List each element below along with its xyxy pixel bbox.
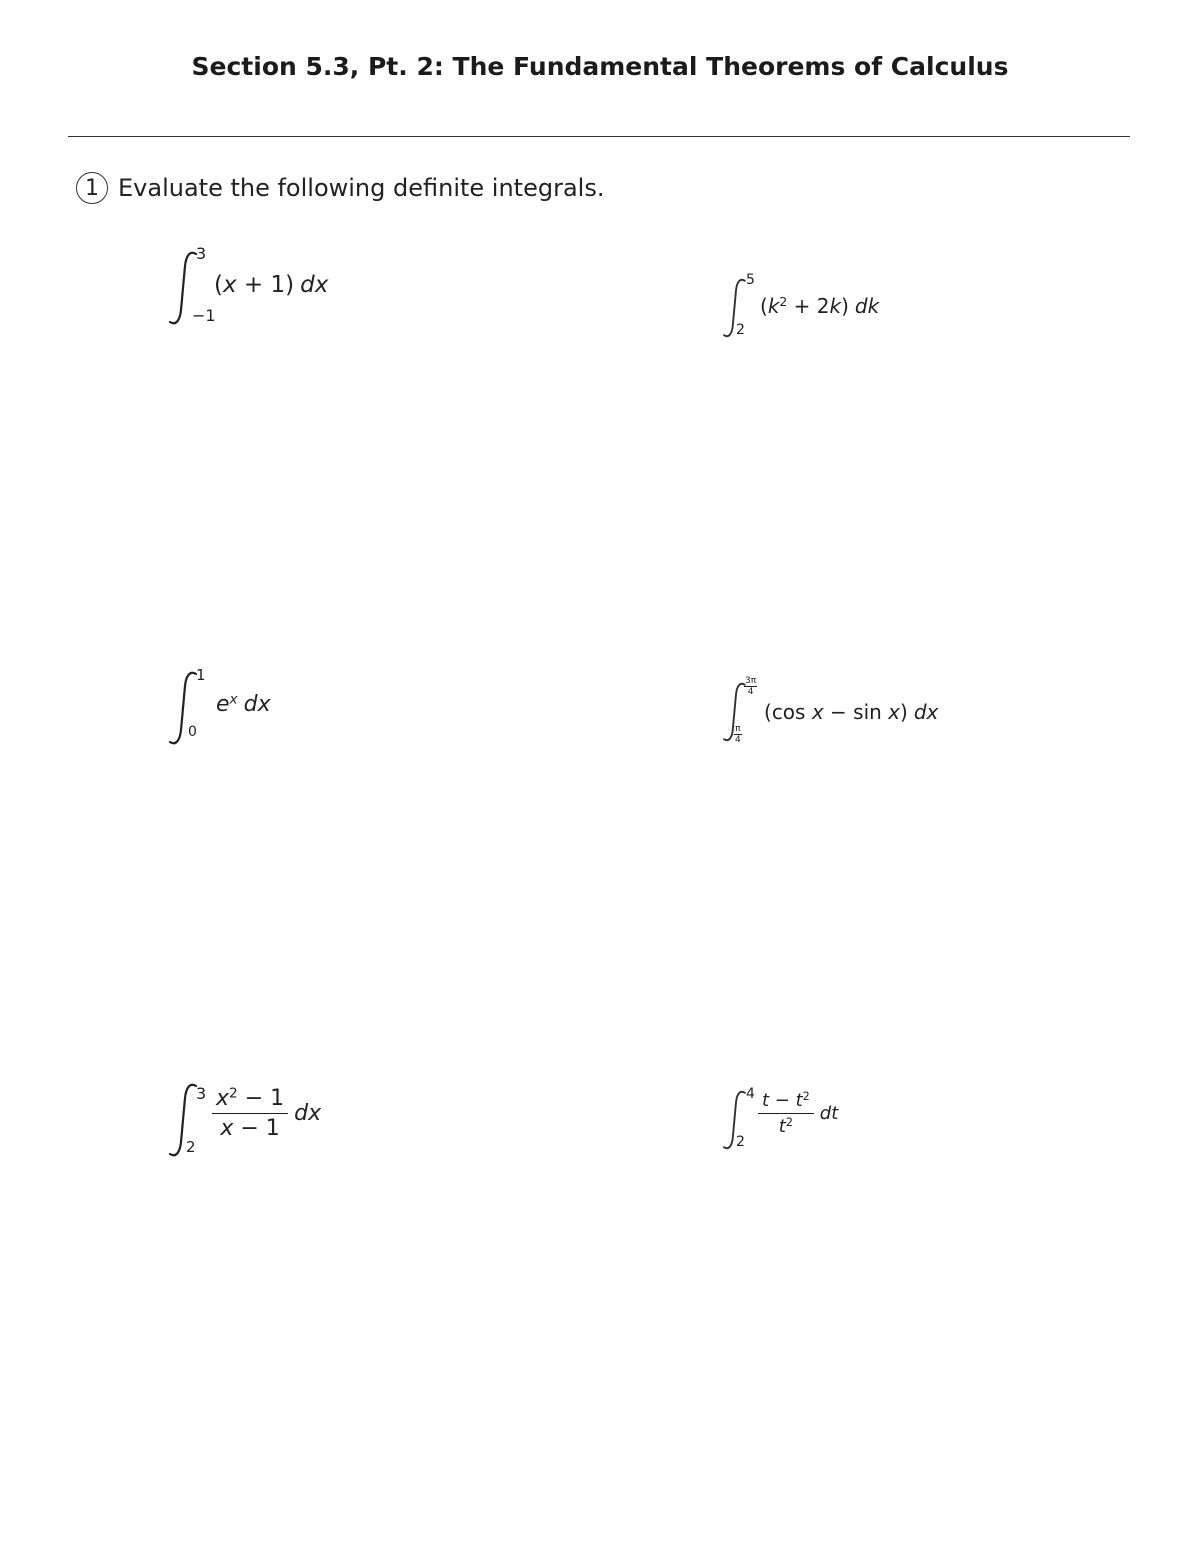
upper-limit: 3 (196, 244, 207, 263)
differential: dx (294, 1100, 322, 1126)
integrand: $e^x$ dx (216, 691, 271, 717)
differential: dk (854, 294, 880, 318)
problem-1-header (76, 170, 604, 206)
upper-limit: 1 (196, 666, 206, 684)
upper-limit: 3 (196, 1084, 207, 1103)
differential: dx (300, 272, 329, 298)
differential: dx (243, 692, 271, 717)
lower-limit: 2 (736, 322, 745, 338)
integrand: (cos x − sin x) dx (764, 700, 939, 724)
upper-limit: 4 (746, 1086, 755, 1102)
differential: dt (819, 1102, 839, 1124)
integral-5 (168, 1080, 488, 1170)
integrand (212, 1086, 321, 1141)
lower-limit: −1 (192, 306, 216, 325)
title-divider (68, 136, 1130, 137)
page-title: Section 5.3, Pt. 2: The Fundamental Theorems of Calculus (191, 52, 1009, 81)
fraction: $\frac{x^2 - 1}{x - 1}$ (212, 1086, 288, 1141)
fraction: $\frac{t - t^2}{t^2}$ (758, 1090, 814, 1137)
integral-3 (168, 668, 488, 758)
lower-limit: 0 (188, 724, 197, 740)
integral-2 (722, 272, 1042, 366)
upper-limit: $\frac{3\pi}{4}$ (745, 676, 757, 697)
upper-limit: 5 (746, 272, 755, 288)
problem-instruction: Evaluate the following definite integrals. (118, 174, 605, 202)
integral-1 (168, 244, 488, 338)
integrand: $(k^2 + 2k)$ dk (760, 294, 880, 318)
integrand: (x + 1) dx (214, 272, 329, 298)
lower-limit: 2 (186, 1138, 196, 1156)
lower-limit: 2 (736, 1134, 745, 1150)
integrand (758, 1090, 838, 1137)
problem-number-badge: 1 (76, 172, 108, 204)
lower-limit: $\frac{\pi}{4}$ (735, 724, 741, 745)
differential: dx (913, 700, 939, 724)
integral-6 (722, 1088, 1042, 1178)
integral-4 (722, 676, 1042, 770)
